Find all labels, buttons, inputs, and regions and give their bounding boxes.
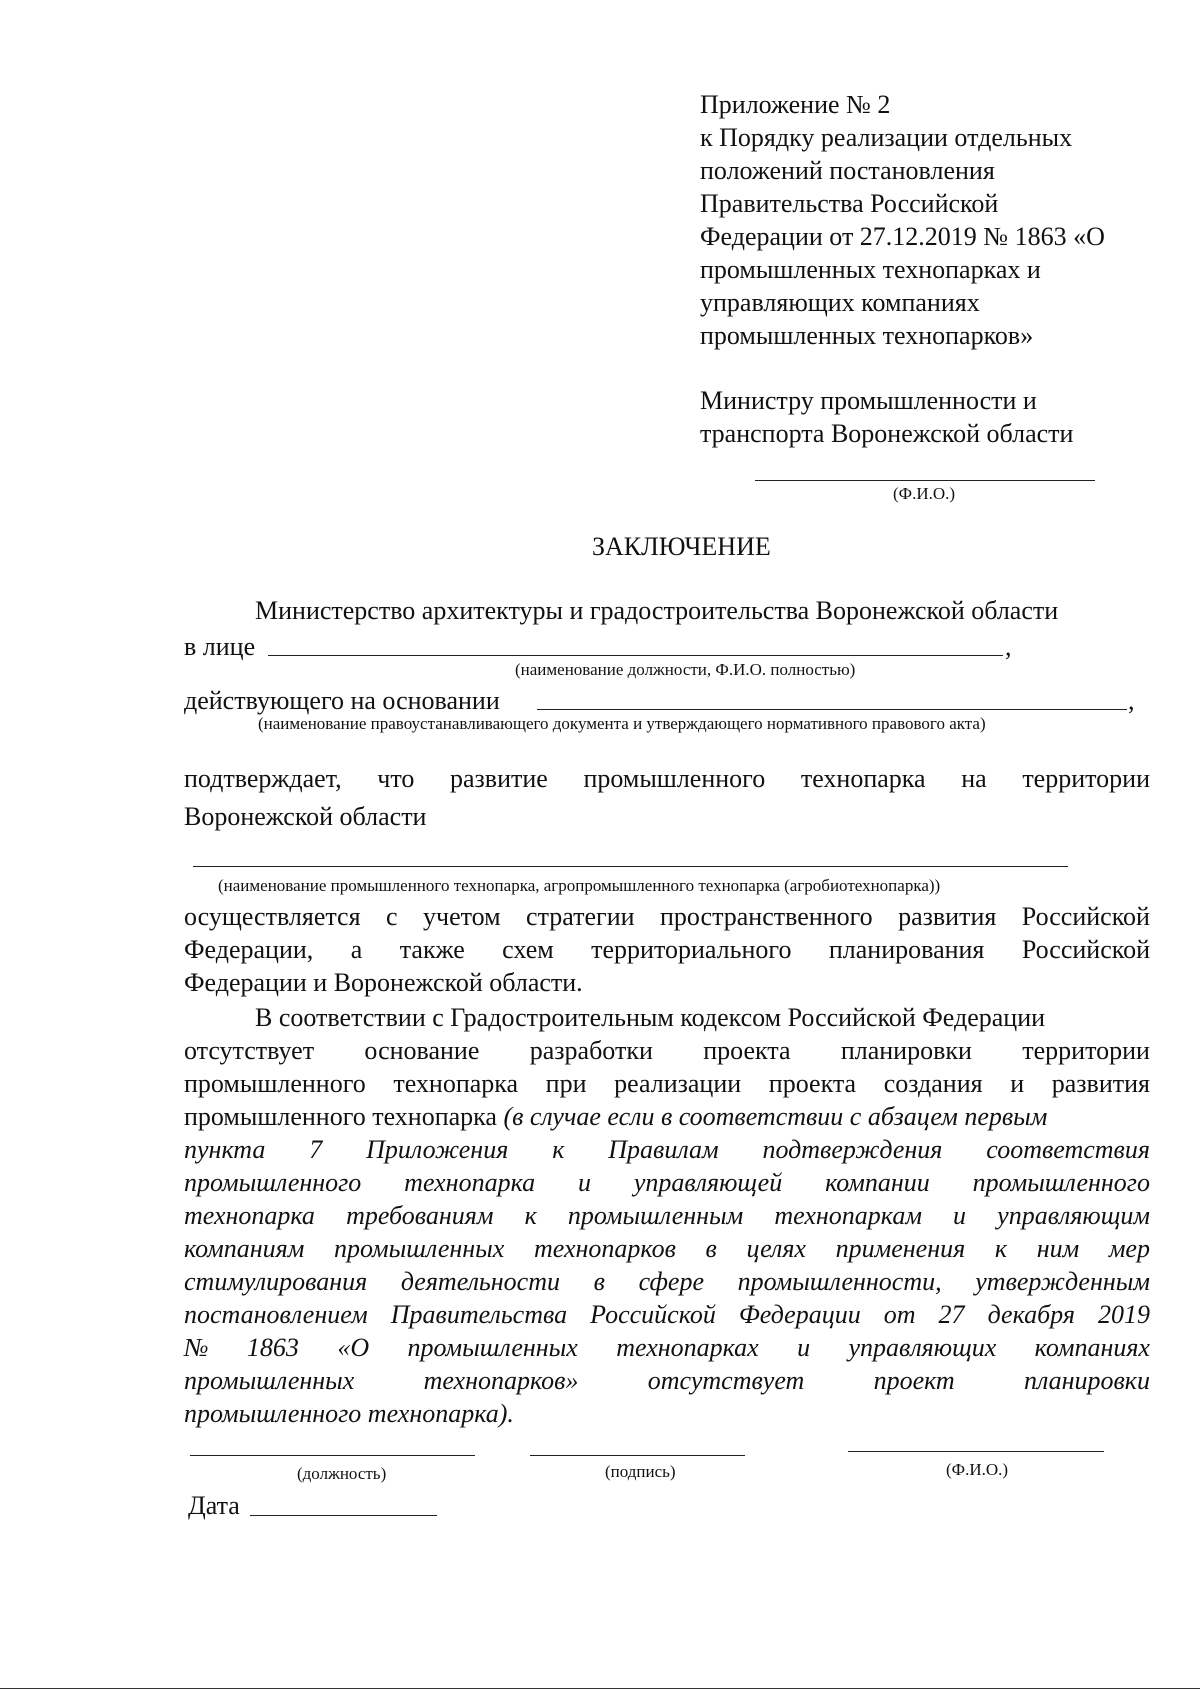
addressee-fio-line (755, 480, 1095, 481)
header-line: Правительства Российской (700, 189, 999, 218)
position-field[interactable] (190, 1455, 475, 1456)
position-caption: (должность) (297, 1464, 387, 1483)
para2-line: промышленного технопарка (в случае если в соответствии с абзацем первым (184, 1102, 1048, 1131)
comma: , (1005, 632, 1012, 661)
appendix-header (700, 88, 1105, 352)
addressee-line: Министру промышленности и (700, 386, 1037, 415)
header-line: к Порядку реализации отдельных (700, 123, 1073, 152)
para2-line: технопарка требованиям к промышленным технопаркам и управляющим (184, 1201, 1150, 1230)
para2-line: промышленных технопарков» отсутствует проект планировки (184, 1366, 1150, 1395)
fio-caption: (Ф.И.О.) (946, 1460, 1009, 1479)
park-caption: (наименование промышленного технопарка, агропромышленного технопарка (агробиотехнопарка)) (218, 876, 941, 895)
strategy-line: Федерации, а также схем территориального планирования Российской (184, 935, 1150, 964)
signature-caption: (подпись) (605, 1462, 676, 1481)
para2-line: В соответствии с Градостроительным кодексом Российской Федерации (255, 1003, 1046, 1032)
para2-line: стимулирования деятельности в сфере промышленности, утвержденным (184, 1267, 1150, 1296)
para2-line: промышленного технопарка). (184, 1399, 514, 1428)
strategy-line: осуществляется с учетом стратегии пространственного развития Российской (184, 902, 1150, 931)
document-title: ЗАКЛЮЧЕНИЕ (592, 532, 771, 561)
header-line: Приложение № 2 (700, 90, 891, 119)
acting-label: действующего на основании (184, 686, 500, 715)
date-label: Дата (188, 1491, 240, 1520)
para2-line: компаниям промышленных технопарков в целях применения к ним мер (184, 1234, 1150, 1263)
acting-caption: (наименование правоустанавливающего документа и утверждающего нормативного правового акта) (258, 714, 986, 733)
header-line: промышленных технопарках и (700, 255, 1041, 284)
para2-line: пункта 7 Приложения к Правилам подтверждения соответствия (184, 1135, 1150, 1164)
in-person-caption: (наименование должности, Ф.И.О. полностью) (515, 660, 856, 679)
confirm-line: Воронежской области (184, 802, 427, 831)
para2-line: постановлением Правительства Российской Федерации от 27 декабря 2019 (184, 1300, 1150, 1329)
header-line: управляющих компаниях (700, 288, 980, 317)
fio-field[interactable] (848, 1451, 1104, 1452)
signature-field[interactable] (530, 1455, 745, 1456)
in-person-field[interactable] (268, 655, 1003, 656)
confirm-line: подтверждает, что развитие промышленного технопарка на территории (184, 764, 1150, 793)
comma: , (1128, 686, 1135, 715)
header-line: положений постановления (700, 156, 995, 185)
para2-line: промышленного технопарка и управляющей компании промышленного (184, 1168, 1150, 1197)
strategy-line: Федерации и Воронежской области. (184, 968, 583, 997)
page-bottom-rule (0, 1688, 1200, 1689)
para2-line: № 1863 «О промышленных технопарках и управляющих компаниях (184, 1333, 1150, 1362)
intro-line: Министерство архитектуры и градостроительства Воронежской области (255, 596, 1059, 625)
para2-line: отсутствует основание разработки проекта планировки территории (184, 1036, 1150, 1065)
park-name-field[interactable] (193, 866, 1068, 867)
header-line: Федерации от 27.12.2019 № 1863 «О (700, 222, 1105, 251)
addressee-line: транспорта Воронежской области (700, 419, 1074, 448)
in-person-label: в лице (184, 632, 256, 661)
addressee (700, 384, 1073, 450)
para2-line: промышленного технопарка при реализации проекта создания и развития (184, 1069, 1150, 1098)
acting-field[interactable] (537, 709, 1127, 710)
date-field[interactable] (250, 1515, 437, 1516)
addressee-fio-caption: (Ф.И.О.) (893, 484, 956, 503)
header-line: промышленных технопарков» (700, 321, 1034, 350)
